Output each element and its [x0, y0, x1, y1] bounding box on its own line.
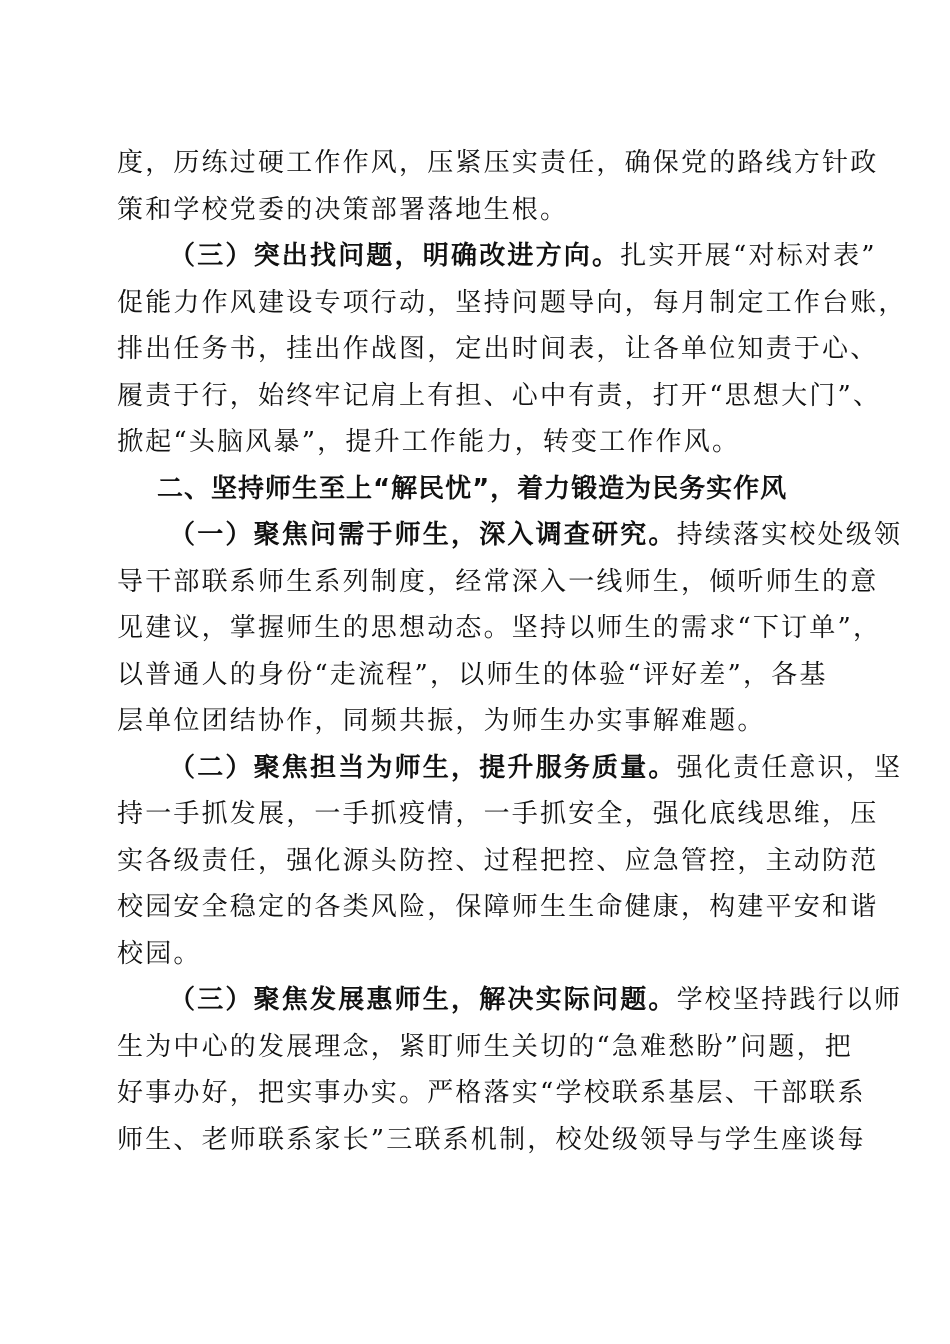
text-line: 策和学校党委的决策部署落地生根。 — [117, 194, 569, 225]
paragraph-lead: （一）聚焦问需于师生，深入调查研究。 — [169, 520, 677, 550]
text-line: 促能力作风建设专项行动，坚持问题导向，每月制定工作台账， — [117, 287, 907, 318]
paragraph-text: 持续落实校处级领 — [676, 520, 903, 550]
text-line: 校园。 — [117, 938, 202, 969]
paragraph-text: 强化责任意识，坚 — [676, 752, 903, 783]
text-line: 掀起“头脑风暴”，提升工作能力，转变工作作风。 — [117, 427, 741, 457]
text-line: 师生、老师联系家长”三联系机制，校处级领导与学生座谈每 — [117, 1124, 866, 1155]
paragraph-first-line — [117, 233, 877, 280]
text-line: 校园安全稳定的各类风险，保障师生生命健康，构建平安和谐 — [117, 892, 879, 922]
paragraph-lead: （三）聚焦发展惠师生，解决实际问题。 — [169, 985, 677, 1015]
paragraph-lead: （三）突出找问题，明确改进方向。 — [169, 241, 621, 271]
paragraph-first-line — [117, 977, 903, 1024]
paragraph-text: 扎实开展“对标对表” — [620, 241, 877, 271]
text-line: 持一手抓发展，一手抓疫情，一手抓安全，强化底线思维，压 — [117, 799, 879, 829]
paragraph-first-line — [117, 512, 903, 559]
text-line: 层单位团结协作，同频共振，为师生办实事解难题。 — [117, 706, 766, 736]
text-line: 见建议，掌握师生的思想动态。坚持以师生的需求“下订单”， — [117, 613, 882, 643]
text-line: 实各级责任，强化源头防控、过程把控、应急管控，主动防范 — [117, 845, 879, 876]
paragraph-lead: （二）聚焦担当为师生，提升服务质量。 — [169, 752, 677, 783]
text-line: 导干部联系师生系列制度，经常深入一线师生，倾听师生的意 — [117, 566, 879, 597]
text-line: 生为中心的发展理念，紧盯师生关切的“急难愁盼”问题，把 — [117, 1031, 853, 1062]
text-line: 以普通人的身份“走流程”，以师生的体验“评好差”，各基 — [117, 659, 828, 690]
section-heading: 二、坚持师生至上“解民忧”，着力锻造为民务实作风 — [157, 473, 788, 504]
paragraph-text: 学校坚持践行以师 — [676, 985, 903, 1015]
text-line: 排出任务书，挂出作战图，定出时间表，让各单位知责于心、 — [117, 334, 879, 364]
paragraph-first-line — [117, 745, 903, 792]
text-line: 好事办好，把实事办实。严格落实“学校联系基层、干部联系 — [117, 1078, 866, 1108]
text-line: 度，历练过硬工作作风，压紧压实责任，确保党的路线方针政 — [117, 148, 879, 178]
text-line: 履责于行，始终牢记肩上有担、心中有责，打开“思想大门”、 — [117, 380, 882, 411]
